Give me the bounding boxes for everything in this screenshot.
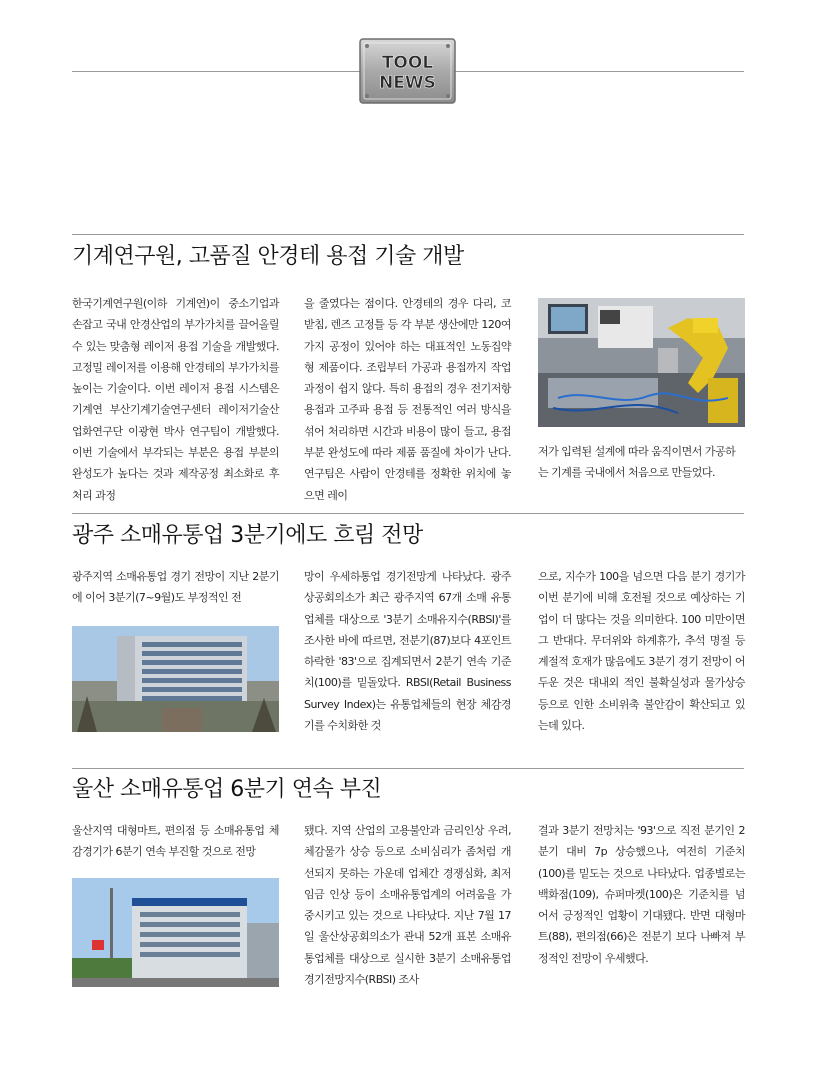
article-column-3: 으로, 지수가 100을 넘으면 다음 분기 경기가 이번 분기에 비해 호전될 것으로 예상하는 기업이 더 많다는 것을 의미한다. 100 미만이면 그 반대다. 무더위와 하계휴가, 추석 명절 등 계절적 호재가 많음에도 3분기 경기 전망이 어두운 것은 대내외 적인 불확실성과 물가상승 등으로 인한 소비위축 불안감이 확산되고 있는데 있다. [538, 570, 745, 733]
robot-welding-photo [538, 298, 745, 427]
article-column-1: 한국기계연구원(이하 기계연)이 중소기업과 손잡고 국내 안경산업의 부가가치를 끌어올릴 수 있는 맞춤형 레이저 용접 기술을 개발했다. 고정밀 레이저를 이용해 안경테의 부가가치를 높이는 기술이다. 이번 레이저 용접 시스템은 기계연 부산기계기술연구센터 레이저기술산업화연구단 이광현 박사 연구팀이 개발했다. 이번 기술에서 부각되는 부분은 용접 부분의 완성도가 높다는 것과 제작공정 최소화로 후처리 과정 [72, 297, 279, 502]
article-column-2: 을 줄였다는 점이다. 안경테의 경우 다리, 코 받침, 렌즈 고정틀 등 각 부분 생산에만 120여 가지 공정이 있어야 하는 대표적인 노동집약형 제품이다. 조립부터 가공과 용접까지 작업 과정이 쉽지 않다. 특히 용접의 경우 전기저항 용접과 고주파 용접 등 전통적인 여러 방식을 섞어 처리하면 시간과 비용이 많이 들고, 용접 부분 완성도에 따라 제품 품질에 차이가 난다. 연구팀은 사람이 안경테를 정확한 위치에 놓으면 레이 [304, 297, 511, 502]
article-column-3: 결과 3분기 전망치는 '93'으로 직전 분기인 2분기 대비 7p 상승했으나, 여전히 기준치(100)를 밑도는 것으로 나타났다. 업종별로는 백화점(109), 슈퍼마켓(100)은 기준치를 넘어서 긍정적인 업황이 기대됐다. 반면 대형마트(88), 편의점(66)은 전분기 보다 나빠져 부정적인 전망이 우세했다. [538, 824, 745, 965]
article-divider [72, 234, 744, 235]
photo-caption: 저가 입력된 설계에 따라 움직이면서 가공하는 기계를 국내에서 처음으로 만들었다. [538, 445, 736, 479]
svg-text:TOOL: TOOL [381, 53, 434, 73]
article-column-1: 광주지역 소매유통업 경기 전망이 지난 2분기에 이어 3분기(7~9월)도 부정적인 전 [72, 570, 279, 605]
article-divider [72, 513, 744, 514]
article-title: 기계연구원, 고품질 안경테 용접 기술 개발 [72, 244, 464, 269]
building-photo [72, 626, 279, 732]
article-column-1: 울산지역 대형마트, 편의점 등 소매유통업 체감경기가 6분기 연속 부진할 것으로 전망 [72, 824, 279, 859]
svg-text:NEWS: NEWS [379, 73, 436, 93]
article-title: 울산 소매유통업 6분기 연속 부진 [72, 777, 382, 802]
building-photo [72, 878, 279, 987]
tool-news-logo [359, 38, 456, 104]
article-divider [72, 768, 744, 769]
article-column-2: 됐다. 지역 산업의 고용불안과 금리인상 우려, 체감물가 상승 등으로 소비심리가 좀처럼 개선되지 못하는 가운데 업체간 경쟁심화, 최저임금 인상 등이 소매유통업계의 어려움을 가중시키고 있는 것으로 나타났다. 지난 7월 17일 울산상공회의소가 관내 52개 표본 소매유통업체를 대상으로 실시한 3분기 소매유통업 경기전망지수(RBSI) 조사 [304, 824, 511, 987]
article-column-2: 망이 우세하통업 경기전망게 나타났다. 광주상공회의소가 최근 광주지역 67개 소매 유통업체를 대상으로 '3분기 소매유지수(RBSI)'를 조사한 바에 따르면, 전분기(87)보다 4포인트 하락한 '83'으로 집계되면서 2분기 연속 기준치(100)를 밑돌았다. RBSI(Retail Business Survey Index)는 유통업체들의 현장 체감경기를 수치화한 것 [304, 570, 511, 733]
article-title: 광주 소매유통업 3분기에도 흐림 전망 [72, 523, 423, 548]
